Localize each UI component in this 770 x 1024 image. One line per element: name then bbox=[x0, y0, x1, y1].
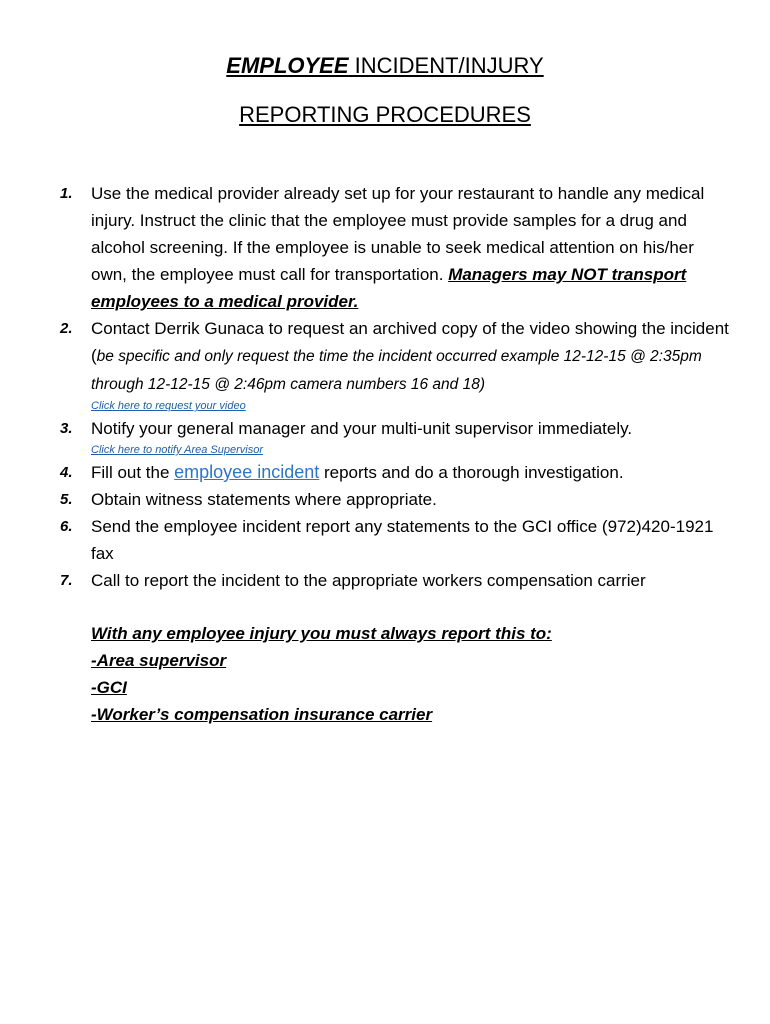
step-2 bbox=[60, 315, 730, 415]
request-video-link[interactable]: Click here to request your video bbox=[91, 400, 246, 412]
report-to-section bbox=[91, 620, 552, 728]
step-3 bbox=[60, 415, 730, 459]
step-text-after: reports and do a thorough investigation. bbox=[319, 463, 624, 482]
report-item: -Area supervisor bbox=[91, 651, 227, 670]
title-emphasis: EMPLOYEE bbox=[226, 53, 349, 78]
step-5 bbox=[60, 486, 730, 513]
step-text: Send the employee incident report any statements to the GCI office (972)420-1921 fax bbox=[91, 517, 714, 563]
notify-supervisor-link[interactable]: Click here to notify Area Supervisor bbox=[91, 444, 263, 456]
procedure-steps bbox=[60, 180, 730, 594]
report-heading: With any employee injury you must always report this to: bbox=[91, 624, 552, 643]
step-text: Use the medical provider already set up for your restaurant to handle any medical injury. Instruct the clinic that the employee must provide samples for a drug and alcohol screening. If the employee is unable to seek medical attention on his/her own, the employee must call for transportation. bbox=[91, 184, 705, 284]
step-text: Notify your general manager and your multi-unit supervisor immediately. bbox=[91, 419, 633, 438]
transport-warning: Managers may NOT transport employees to a medical provider. bbox=[91, 265, 687, 311]
step-text: Contact Derrik Gunaca to request an archived copy of the video showing the incident ( bbox=[91, 319, 729, 365]
step-number: 7. bbox=[60, 572, 73, 589]
step-6 bbox=[60, 513, 730, 567]
step-text: Obtain witness statements where appropriate. bbox=[91, 490, 437, 509]
step-number: 2. bbox=[60, 320, 73, 337]
title-rest: INCIDENT/INJURY bbox=[348, 53, 544, 78]
employee-incident-link[interactable]: employee incident bbox=[174, 462, 320, 482]
step-text: Call to report the incident to the appropriate workers compensation carrier bbox=[91, 571, 646, 590]
report-item: -GCI bbox=[91, 678, 127, 697]
step-4 bbox=[60, 459, 730, 486]
step-number: 4. bbox=[60, 464, 73, 481]
step-1 bbox=[60, 180, 730, 315]
step-number: 6. bbox=[60, 518, 73, 535]
step-7 bbox=[60, 567, 730, 594]
step-number: 3. bbox=[60, 420, 73, 437]
step-note: be specific and only request the time the incident occurred example 12-12-15 @ 2:35pm through 12-12-15 @ 2:46pm camera numbers 16 and 18) bbox=[91, 348, 702, 393]
step-number: 1. bbox=[60, 185, 73, 202]
title-line-1 bbox=[0, 53, 770, 79]
title-line-2: REPORTING PROCEDURES bbox=[239, 102, 531, 127]
step-text-before: Fill out the bbox=[91, 463, 175, 482]
step-number: 5. bbox=[60, 491, 73, 508]
report-item: -Worker’s compensation insurance carrier bbox=[91, 705, 433, 724]
